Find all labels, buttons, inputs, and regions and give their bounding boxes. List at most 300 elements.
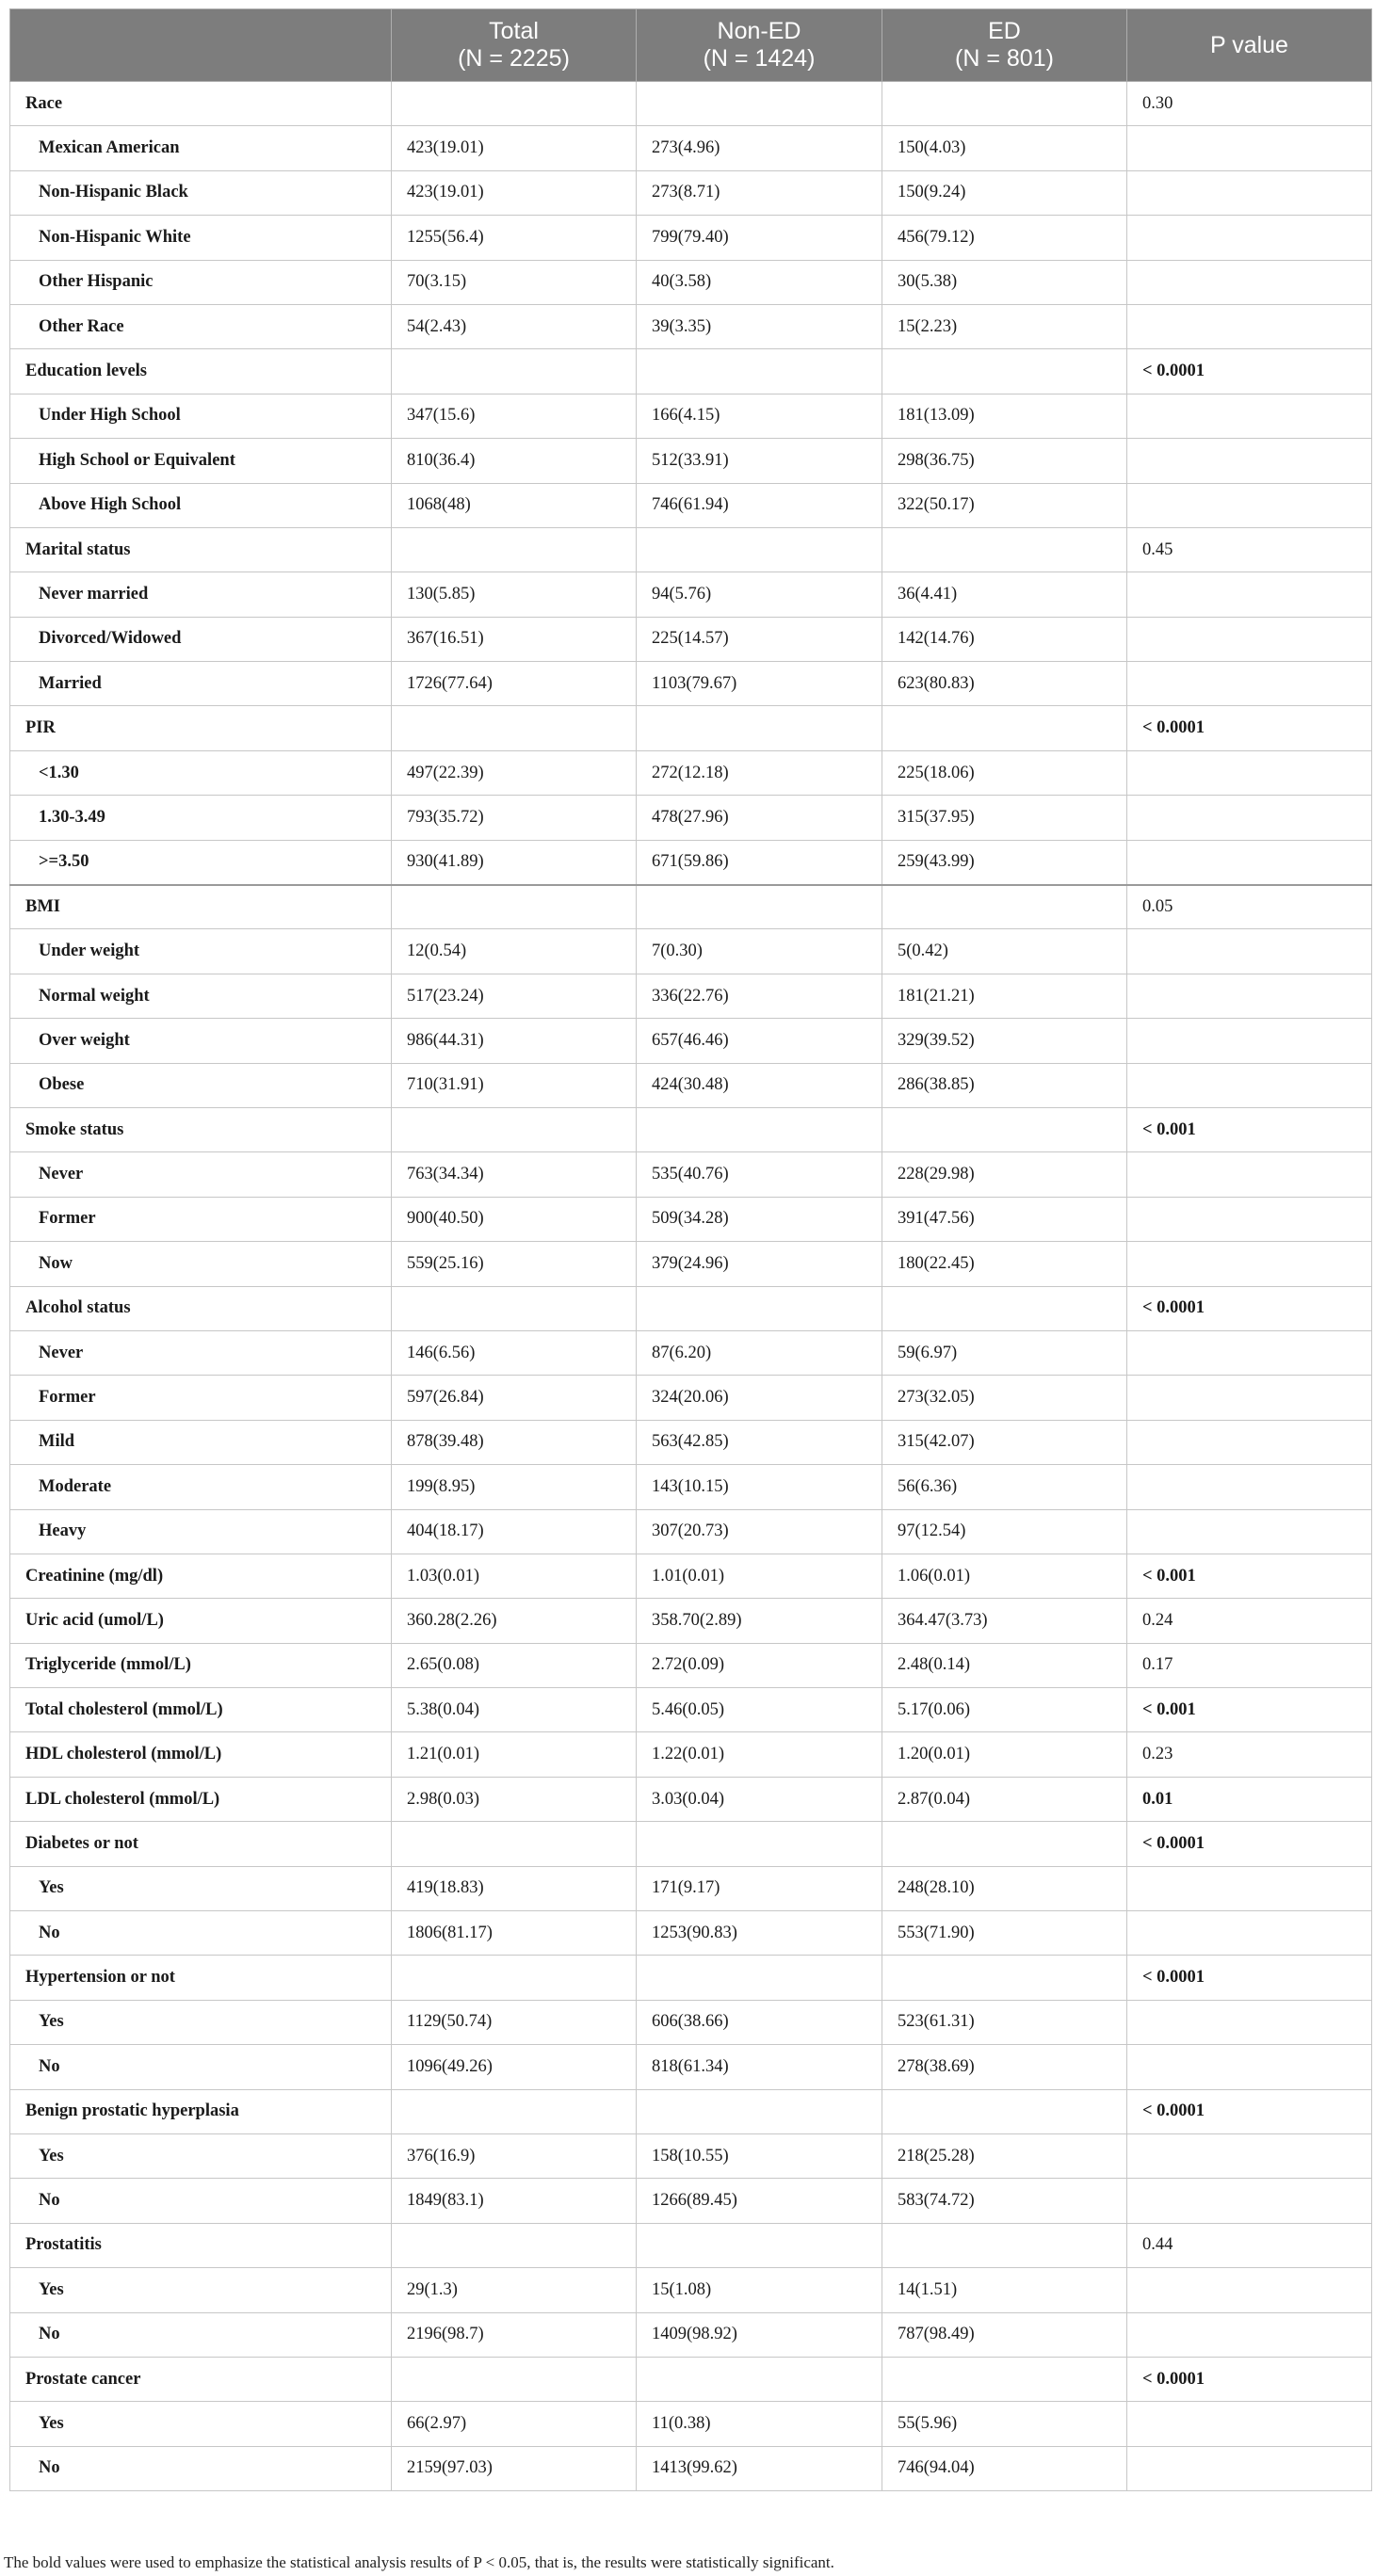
cell-non-ed — [637, 2089, 882, 2133]
row-label: No — [10, 2446, 392, 2490]
cell-total — [392, 2223, 637, 2267]
cell-p-value — [1127, 2179, 1372, 2223]
cell-ed: 150(4.03) — [882, 126, 1127, 170]
table-row — [10, 1420, 1372, 1464]
table-row — [10, 1107, 1372, 1151]
cell-ed — [882, 885, 1127, 929]
table-row — [10, 82, 1372, 126]
cell-non-ed: 94(5.76) — [637, 572, 882, 617]
header-variable — [10, 9, 392, 82]
table-row — [10, 706, 1372, 750]
cell-total: 360.28(2.26) — [392, 1599, 637, 1643]
cell-non-ed: 225(14.57) — [637, 617, 882, 661]
cell-non-ed: 166(4.15) — [637, 394, 882, 438]
cell-p-value: < 0.0001 — [1127, 706, 1372, 750]
cell-p-value — [1127, 1197, 1372, 1241]
cell-non-ed — [637, 527, 882, 572]
cell-total: 423(19.01) — [392, 170, 637, 215]
row-label: Yes — [10, 2402, 392, 2446]
cell-p-value — [1127, 572, 1372, 617]
cell-p-value: < 0.001 — [1127, 1107, 1372, 1151]
cell-ed: 56(6.36) — [882, 1465, 1127, 1509]
header-ed-n: (N = 801) — [955, 45, 1054, 72]
cell-p-value — [1127, 439, 1372, 483]
cell-p-value — [1127, 2446, 1372, 2490]
cell-p-value — [1127, 483, 1372, 527]
table-row — [10, 750, 1372, 795]
table-header — [10, 9, 1372, 82]
cell-ed — [882, 2357, 1127, 2401]
cell-total: 710(31.91) — [392, 1063, 637, 1107]
row-label: Creatinine (mg/dl) — [10, 1554, 392, 1598]
cell-non-ed: 307(20.73) — [637, 1509, 882, 1554]
cell-ed: 5.17(0.06) — [882, 1688, 1127, 1732]
cell-non-ed — [637, 1286, 882, 1330]
row-label: Smoke status — [10, 1107, 392, 1151]
table-row — [10, 2133, 1372, 2178]
row-label: <1.30 — [10, 750, 392, 795]
table-row — [10, 260, 1372, 304]
cell-p-value — [1127, 126, 1372, 170]
cell-non-ed — [637, 349, 882, 394]
row-label: Prostate cancer — [10, 2357, 392, 2401]
table-row — [10, 349, 1372, 394]
cell-p-value — [1127, 1242, 1372, 1286]
row-label: Former — [10, 1376, 392, 1420]
cell-total: 900(40.50) — [392, 1197, 637, 1241]
cell-p-value — [1127, 1063, 1372, 1107]
cell-non-ed: 2.72(0.09) — [637, 1643, 882, 1687]
cell-non-ed: 818(61.34) — [637, 2045, 882, 2089]
table-row — [10, 1197, 1372, 1241]
row-label: Former — [10, 1197, 392, 1241]
cell-non-ed: 273(8.71) — [637, 170, 882, 215]
cell-p-value — [1127, 1465, 1372, 1509]
header-non-ed — [637, 9, 882, 82]
cell-ed: 36(4.41) — [882, 572, 1127, 617]
table-row — [10, 885, 1372, 929]
cell-p-value — [1127, 304, 1372, 348]
cell-p-value: < 0.001 — [1127, 1554, 1372, 1598]
table-row — [10, 439, 1372, 483]
table-row — [10, 2223, 1372, 2267]
cell-non-ed: 563(42.85) — [637, 1420, 882, 1464]
cell-ed — [882, 2089, 1127, 2133]
cell-ed: 225(18.06) — [882, 750, 1127, 795]
row-label: Marital status — [10, 527, 392, 572]
cell-non-ed: 1.22(0.01) — [637, 1732, 882, 1777]
cell-non-ed — [637, 1107, 882, 1151]
cell-total: 404(18.17) — [392, 1509, 637, 1554]
cell-non-ed: 657(46.46) — [637, 1019, 882, 1063]
cell-ed — [882, 706, 1127, 750]
cell-non-ed: 1.01(0.01) — [637, 1554, 882, 1598]
cell-total: 1806(81.17) — [392, 1911, 637, 1956]
cell-ed: 329(39.52) — [882, 1019, 1127, 1063]
table-row — [10, 1286, 1372, 1330]
cell-total: 1068(48) — [392, 483, 637, 527]
header-total-label: Total — [489, 18, 539, 44]
cell-total: 199(8.95) — [392, 1465, 637, 1509]
cell-non-ed — [637, 1956, 882, 2000]
cell-ed: 286(38.85) — [882, 1063, 1127, 1107]
row-label: Non-Hispanic White — [10, 216, 392, 260]
cell-total: 1849(83.1) — [392, 2179, 637, 2223]
cell-ed: 15(2.23) — [882, 304, 1127, 348]
cell-ed — [882, 2223, 1127, 2267]
table-row — [10, 1866, 1372, 1910]
cell-non-ed — [637, 706, 882, 750]
row-label: Benign prostatic hyperplasia — [10, 2089, 392, 2133]
cell-total — [392, 2089, 637, 2133]
cell-total: 793(35.72) — [392, 796, 637, 840]
table-row — [10, 1822, 1372, 1866]
table-row — [10, 483, 1372, 527]
cell-non-ed: 40(3.58) — [637, 260, 882, 304]
cell-ed: 583(74.72) — [882, 2179, 1127, 2223]
cell-non-ed: 1413(99.62) — [637, 2446, 882, 2490]
row-label: LDL cholesterol (mmol/L) — [10, 1777, 392, 1821]
row-label: Under weight — [10, 929, 392, 974]
row-label: Alcohol status — [10, 1286, 392, 1330]
table-row — [10, 572, 1372, 617]
row-label: Mild — [10, 1420, 392, 1464]
header-total-n: (N = 2225) — [458, 45, 570, 72]
cell-total: 986(44.31) — [392, 1019, 637, 1063]
cell-ed: 218(25.28) — [882, 2133, 1127, 2178]
cell-non-ed: 1103(79.67) — [637, 662, 882, 706]
table-row — [10, 394, 1372, 438]
table-row — [10, 2000, 1372, 2044]
cell-total: 878(39.48) — [392, 1420, 637, 1464]
baseline-table-container — [9, 8, 1371, 2491]
cell-total: 423(19.01) — [392, 126, 637, 170]
cell-p-value — [1127, 2402, 1372, 2446]
cell-total — [392, 82, 637, 126]
cell-p-value — [1127, 1152, 1372, 1197]
table-row — [10, 304, 1372, 348]
cell-p-value — [1127, 394, 1372, 438]
row-label: Never — [10, 1152, 392, 1197]
table-row — [10, 2268, 1372, 2312]
cell-total: 559(25.16) — [392, 1242, 637, 1286]
cell-p-value — [1127, 260, 1372, 304]
cell-p-value — [1127, 1019, 1372, 1063]
cell-p-value — [1127, 750, 1372, 795]
cell-total: 597(26.84) — [392, 1376, 637, 1420]
cell-non-ed: 272(12.18) — [637, 750, 882, 795]
cell-total: 70(3.15) — [392, 260, 637, 304]
cell-non-ed: 1409(98.92) — [637, 2312, 882, 2357]
row-label: Yes — [10, 1866, 392, 1910]
row-label: Education levels — [10, 349, 392, 394]
cell-total: 2.98(0.03) — [392, 1777, 637, 1821]
cell-total: 1255(56.4) — [392, 216, 637, 260]
cell-total: 517(23.24) — [392, 974, 637, 1018]
cell-p-value: 0.30 — [1127, 82, 1372, 126]
table-row — [10, 2045, 1372, 2089]
cell-non-ed: 143(10.15) — [637, 1465, 882, 1509]
cell-p-value — [1127, 170, 1372, 215]
cell-ed: 1.20(0.01) — [882, 1732, 1127, 1777]
cell-ed: 315(42.07) — [882, 1420, 1127, 1464]
row-label: Total cholesterol (mmol/L) — [10, 1688, 392, 1732]
row-label: HDL cholesterol (mmol/L) — [10, 1732, 392, 1777]
cell-non-ed: 746(61.94) — [637, 483, 882, 527]
cell-total — [392, 1822, 637, 1866]
cell-p-value: 0.17 — [1127, 1643, 1372, 1687]
cell-p-value: < 0.001 — [1127, 1688, 1372, 1732]
cell-total: 2.65(0.08) — [392, 1643, 637, 1687]
cell-p-value — [1127, 1330, 1372, 1375]
cell-non-ed: 512(33.91) — [637, 439, 882, 483]
cell-ed: 180(22.45) — [882, 1242, 1127, 1286]
cell-total — [392, 527, 637, 572]
cell-ed: 150(9.24) — [882, 170, 1127, 215]
cell-non-ed: 171(9.17) — [637, 1866, 882, 1910]
cell-total — [392, 1956, 637, 2000]
header-p-value: P value — [1127, 9, 1372, 82]
row-label: Triglyceride (mmol/L) — [10, 1643, 392, 1687]
cell-p-value — [1127, 2133, 1372, 2178]
cell-non-ed: 15(1.08) — [637, 2268, 882, 2312]
cell-non-ed: 3.03(0.04) — [637, 1777, 882, 1821]
table-row — [10, 1643, 1372, 1687]
cell-p-value: < 0.0001 — [1127, 1822, 1372, 1866]
cell-p-value — [1127, 662, 1372, 706]
cell-ed: 181(21.21) — [882, 974, 1127, 1018]
cell-total: 367(16.51) — [392, 617, 637, 661]
cell-p-value — [1127, 1376, 1372, 1420]
row-label: Heavy — [10, 1509, 392, 1554]
cell-non-ed — [637, 2223, 882, 2267]
cell-non-ed: 324(20.06) — [637, 1376, 882, 1420]
cell-ed — [882, 1822, 1127, 1866]
row-label: Moderate — [10, 1465, 392, 1509]
row-label: Married — [10, 662, 392, 706]
table-row — [10, 1732, 1372, 1777]
table-row — [10, 796, 1372, 840]
cell-non-ed: 379(24.96) — [637, 1242, 882, 1286]
row-label: Race — [10, 82, 392, 126]
cell-total: 1.21(0.01) — [392, 1732, 637, 1777]
table-row — [10, 126, 1372, 170]
cell-ed: 248(28.10) — [882, 1866, 1127, 1910]
cell-total: 12(0.54) — [392, 929, 637, 974]
cell-total: 29(1.3) — [392, 2268, 637, 2312]
table-row — [10, 662, 1372, 706]
cell-total: 1096(49.26) — [392, 2045, 637, 2089]
cell-total — [392, 1107, 637, 1151]
cell-non-ed: 606(38.66) — [637, 2000, 882, 2044]
cell-p-value — [1127, 1866, 1372, 1910]
cell-ed: 364.47(3.73) — [882, 1599, 1127, 1643]
row-label: No — [10, 2045, 392, 2089]
cell-non-ed — [637, 1822, 882, 1866]
cell-total: 347(15.6) — [392, 394, 637, 438]
cell-ed: 2.48(0.14) — [882, 1643, 1127, 1687]
cell-non-ed — [637, 82, 882, 126]
cell-non-ed: 336(22.76) — [637, 974, 882, 1018]
row-label: Uric acid (umol/L) — [10, 1599, 392, 1643]
table-row — [10, 1242, 1372, 1286]
cell-ed: 181(13.09) — [882, 394, 1127, 438]
cell-non-ed: 158(10.55) — [637, 2133, 882, 2178]
cell-ed: 456(79.12) — [882, 216, 1127, 260]
row-label: Now — [10, 1242, 392, 1286]
cell-ed: 55(5.96) — [882, 2402, 1127, 2446]
row-label: BMI — [10, 885, 392, 929]
cell-total: 2196(98.7) — [392, 2312, 637, 2357]
table-row — [10, 2089, 1372, 2133]
table-row — [10, 527, 1372, 572]
row-label: Normal weight — [10, 974, 392, 1018]
cell-p-value: 0.45 — [1127, 527, 1372, 572]
cell-ed: 59(6.97) — [882, 1330, 1127, 1375]
cell-total — [392, 706, 637, 750]
cell-p-value: < 0.0001 — [1127, 2089, 1372, 2133]
cell-p-value — [1127, 840, 1372, 884]
cell-ed: 553(71.90) — [882, 1911, 1127, 1956]
cell-ed — [882, 1107, 1127, 1151]
cell-non-ed: 1266(89.45) — [637, 2179, 882, 2223]
table-row — [10, 1911, 1372, 1956]
cell-total: 5.38(0.04) — [392, 1688, 637, 1732]
cell-total: 497(22.39) — [392, 750, 637, 795]
table-row — [10, 170, 1372, 215]
cell-p-value: < 0.0001 — [1127, 1956, 1372, 2000]
header-ed-label: ED — [988, 18, 1021, 44]
cell-p-value: < 0.0001 — [1127, 349, 1372, 394]
header-non-ed-label: Non-ED — [717, 18, 801, 44]
row-label: PIR — [10, 706, 392, 750]
cell-p-value: < 0.0001 — [1127, 1286, 1372, 1330]
cell-ed: 2.87(0.04) — [882, 1777, 1127, 1821]
cell-ed: 278(38.69) — [882, 2045, 1127, 2089]
table-row — [10, 1019, 1372, 1063]
cell-ed: 523(61.31) — [882, 2000, 1127, 2044]
cell-ed — [882, 1956, 1127, 2000]
table-row — [10, 1688, 1372, 1732]
cell-ed: 5(0.42) — [882, 929, 1127, 974]
cell-total — [392, 349, 637, 394]
row-label: Never married — [10, 572, 392, 617]
cell-ed: 298(36.75) — [882, 439, 1127, 483]
row-label: Yes — [10, 2268, 392, 2312]
table-row — [10, 1956, 1372, 2000]
cell-total: 54(2.43) — [392, 304, 637, 348]
table-row — [10, 2402, 1372, 2446]
cell-p-value — [1127, 796, 1372, 840]
cell-non-ed: 273(4.96) — [637, 126, 882, 170]
cell-p-value — [1127, 2000, 1372, 2044]
table-row — [10, 1554, 1372, 1598]
cell-p-value — [1127, 1509, 1372, 1554]
table-row — [10, 974, 1372, 1018]
table-row — [10, 1599, 1372, 1643]
cell-p-value — [1127, 929, 1372, 974]
cell-ed: 787(98.49) — [882, 2312, 1127, 2357]
cell-p-value — [1127, 2045, 1372, 2089]
header-ed — [882, 9, 1127, 82]
cell-ed: 623(80.83) — [882, 662, 1127, 706]
cell-p-value: 0.44 — [1127, 2223, 1372, 2267]
cell-p-value — [1127, 216, 1372, 260]
cell-non-ed: 535(40.76) — [637, 1152, 882, 1197]
row-label: Prostatitis — [10, 2223, 392, 2267]
cell-ed: 322(50.17) — [882, 483, 1127, 527]
table-row — [10, 1152, 1372, 1197]
cell-non-ed: 5.46(0.05) — [637, 1688, 882, 1732]
cell-total — [392, 885, 637, 929]
cell-total: 419(18.83) — [392, 1866, 637, 1910]
cell-total — [392, 2357, 637, 2401]
cell-total: 1726(77.64) — [392, 662, 637, 706]
table-row — [10, 2357, 1372, 2401]
cell-non-ed: 1253(90.83) — [637, 1911, 882, 1956]
cell-total: 930(41.89) — [392, 840, 637, 884]
table-row — [10, 617, 1372, 661]
cell-non-ed: 509(34.28) — [637, 1197, 882, 1241]
cell-ed: 142(14.76) — [882, 617, 1127, 661]
cell-ed: 228(29.98) — [882, 1152, 1127, 1197]
cell-ed: 1.06(0.01) — [882, 1554, 1127, 1598]
row-label: Above High School — [10, 483, 392, 527]
cell-p-value — [1127, 974, 1372, 1018]
cell-total: 130(5.85) — [392, 572, 637, 617]
cell-non-ed: 799(79.40) — [637, 216, 882, 260]
cell-ed — [882, 349, 1127, 394]
row-label: Never — [10, 1330, 392, 1375]
table-row — [10, 1465, 1372, 1509]
cell-total: 66(2.97) — [392, 2402, 637, 2446]
cell-p-value: 0.24 — [1127, 1599, 1372, 1643]
row-label: High School or Equivalent — [10, 439, 392, 483]
row-label: 1.30-3.49 — [10, 796, 392, 840]
row-label: No — [10, 2179, 392, 2223]
cell-non-ed: 11(0.38) — [637, 2402, 882, 2446]
row-label: >=3.50 — [10, 840, 392, 884]
cell-p-value — [1127, 1911, 1372, 1956]
cell-total: 1129(50.74) — [392, 2000, 637, 2044]
row-label: Over weight — [10, 1019, 392, 1063]
table-row — [10, 216, 1372, 260]
table-footnote: The bold values were used to emphasize the statistical analysis results of P < 0.05, that is, the results were statistically significant. — [4, 2553, 834, 2571]
cell-p-value: 0.01 — [1127, 1777, 1372, 1821]
row-label: Divorced/Widowed — [10, 617, 392, 661]
table-row — [10, 840, 1372, 884]
table-row — [10, 929, 1372, 974]
cell-ed — [882, 1286, 1127, 1330]
table-row — [10, 1330, 1372, 1375]
row-label: Mexican American — [10, 126, 392, 170]
cell-non-ed: 424(30.48) — [637, 1063, 882, 1107]
cell-p-value — [1127, 2268, 1372, 2312]
table-row — [10, 2446, 1372, 2490]
cell-ed: 14(1.51) — [882, 2268, 1127, 2312]
row-label: Other Race — [10, 304, 392, 348]
cell-total: 763(34.34) — [392, 1152, 637, 1197]
row-label: Other Hispanic — [10, 260, 392, 304]
cell-non-ed: 478(27.96) — [637, 796, 882, 840]
row-label: Under High School — [10, 394, 392, 438]
row-label: Diabetes or not — [10, 1822, 392, 1866]
cell-p-value: 0.05 — [1127, 885, 1372, 929]
row-label: Hypertension or not — [10, 1956, 392, 2000]
row-label: Obese — [10, 1063, 392, 1107]
baseline-characteristics-table — [9, 8, 1372, 2491]
cell-non-ed: 39(3.35) — [637, 304, 882, 348]
